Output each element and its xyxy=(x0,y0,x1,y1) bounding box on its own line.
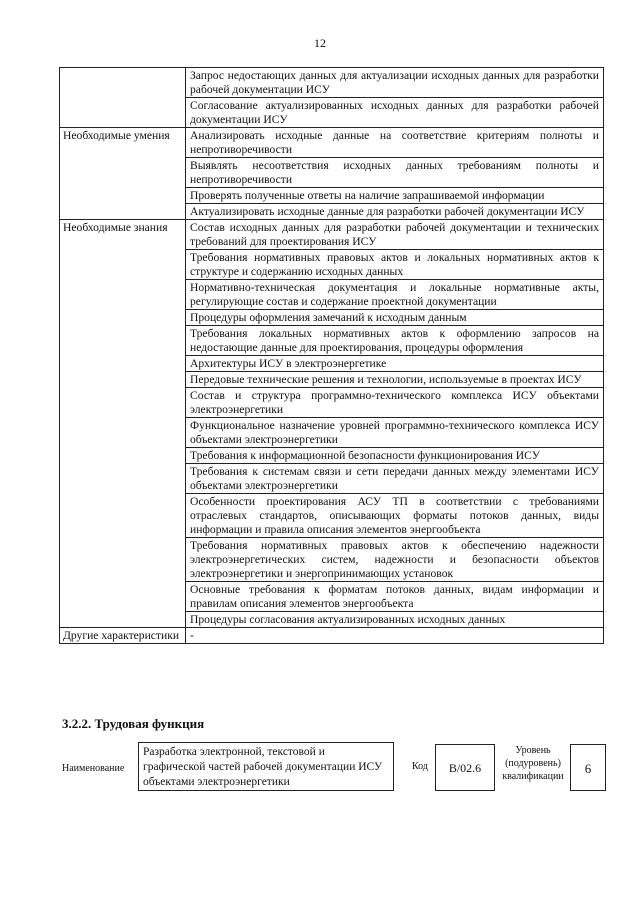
table-row xyxy=(60,628,604,644)
name-label: Наименование xyxy=(62,763,125,774)
labor-function-block xyxy=(62,740,607,796)
row-value: Требования к информационной безопасности функционирования ИСУ xyxy=(186,448,604,464)
row-value: Архитектуры ИСУ в электроэнергетике xyxy=(186,356,604,372)
row-value: Состав исходных данных для разработки рабочей документации и технических требований для проектирования ИСУ xyxy=(186,220,604,250)
row-value: Состав и структура программно-технического комплекса ИСУ объектами электроэнергетики xyxy=(186,388,604,418)
row-value: Актуализировать исходные данные для разработки рабочей документации ИСУ xyxy=(186,204,604,220)
row-value: Требования нормативных правовых актов и локальных нормативных актов к структуре и содержанию исходных данных xyxy=(186,250,604,280)
row-value: Нормативно-техническая документация и локальные нормативные акты, регулирующие состав и содержание проектной документации xyxy=(186,280,604,310)
row-value: Выявлять несоответствия исходных данных требованиям полноты и непротиворечивости xyxy=(186,158,604,188)
row-value: Проверять полученные ответы на наличие запрашиваемой информации xyxy=(186,188,604,204)
level-label: Уровень (подуровень) квалификации xyxy=(502,745,564,782)
row-value: Требования к системам связи и сети передачи данных между элементами ИСУ объектами электроэнергетики xyxy=(186,464,604,494)
row-value: - xyxy=(186,628,604,644)
row-value: Требования нормативных правовых актов к обеспечению надежности электроэнергетических систем, надежности и безопасности объектов электроэнергетики и энергопринимающих установок xyxy=(186,538,604,582)
row-label: Необходимые знания xyxy=(60,220,186,628)
code-value: B/02.6 xyxy=(435,744,495,791)
row-label: Другие характеристики xyxy=(60,628,186,644)
row-value: Процедуры оформления замечаний к исходным данным xyxy=(186,310,604,326)
table-row xyxy=(60,68,604,98)
row-value: Функциональное назначение уровней программно-технического комплекса ИСУ объектами электроэнергетики xyxy=(186,418,604,448)
row-value: Запрос недостающих данных для актуализации исходных данных для разработки рабочей документации ИСУ xyxy=(186,68,604,98)
row-value: Анализировать исходные данные на соответствие критериям полноты и непротиворечивости xyxy=(186,128,604,158)
table-row xyxy=(60,128,604,158)
name-value: Разработка электронной, текстовой и графической частей рабочей документации ИСУ объектами электроэнергетики xyxy=(138,742,394,791)
code-label: Код xyxy=(412,761,428,772)
row-value: Передовые технические решения и технологии, используемые в проектах ИСУ xyxy=(186,372,604,388)
requirements-table xyxy=(59,67,604,644)
row-value: Особенности проектирования АСУ ТП в соответствии с требованиями отраслевых стандартов, описывающих форматы потоков данных, виды информации и правила описания элементов энергообъекта xyxy=(186,494,604,538)
row-label xyxy=(60,68,186,128)
level-value: 6 xyxy=(570,744,606,791)
row-value: Процедуры согласования актуализированных исходных данных xyxy=(186,612,604,628)
row-value: Основные требования к форматам потоков данных, видам информации и правилам описания элементов энергообъекта xyxy=(186,582,604,612)
table-row xyxy=(60,220,604,250)
row-value: Требования локальных нормативных актов к оформлению запросов на недостающие данные для проектирования, процедуры оформления xyxy=(186,326,604,356)
row-value: Согласование актуализированных исходных данных для разработки рабочей документации ИСУ xyxy=(186,98,604,128)
row-label: Необходимые умения xyxy=(60,128,186,220)
page-number: 12 xyxy=(314,36,326,50)
section-title: 3.2.2. Трудовая функция xyxy=(62,716,205,731)
